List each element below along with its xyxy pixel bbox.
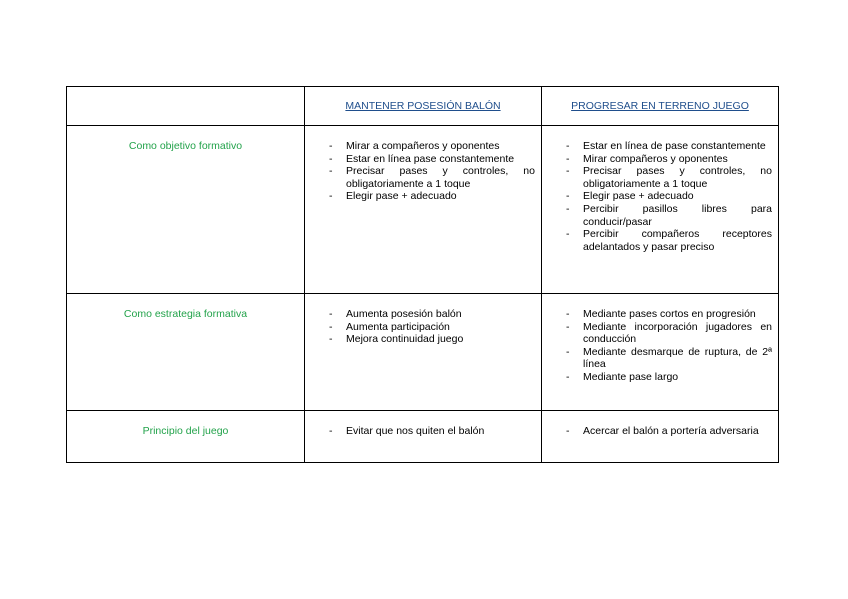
list-item: - Mirar compañeros y oponentes [566, 153, 772, 166]
list-item: - Mediante incorporación jugadores en conducción [566, 321, 772, 346]
list-item: - Elegir pase + adecuado [329, 190, 535, 203]
table-row-estrategia [67, 294, 779, 411]
list-estrategia-progresar [542, 294, 778, 384]
cell-objetivo-posesion [305, 126, 542, 294]
list-item: - Mediante pase largo [566, 371, 772, 384]
list-item: - Elegir pase + adecuado [566, 190, 772, 203]
list-item: - Estar en línea de pase constantemente [566, 140, 772, 153]
list-item: - Precisar pases y controles, no obligatoriamente a 1 toque [329, 165, 535, 190]
table-row-principio [67, 411, 779, 463]
list-objetivo-progresar [542, 126, 778, 253]
list-item: - Evitar que nos quiten el balón [329, 425, 535, 438]
header-cell-posesion [305, 87, 542, 126]
cell-principio-posesion [305, 411, 542, 463]
row-label-objetivo: Como objetivo formativo [67, 126, 305, 294]
list-item: - Mediante pases cortos en progresión [566, 308, 772, 321]
list-principio-posesion [305, 411, 541, 438]
list-item: - Acercar el balón a portería adversaria [566, 425, 772, 438]
list-estrategia-posesion [305, 294, 541, 346]
table-header-row [67, 87, 779, 126]
list-item: - Aumenta participación [329, 321, 535, 334]
list-item: - Percibir compañeros receptores adelantados y pasar preciso [566, 228, 772, 253]
row-label-estrategia: Como estrategia formativa [67, 294, 305, 411]
cell-objetivo-progresar [542, 126, 779, 294]
list-item: - Mediante desmarque de ruptura, de 2ª línea [566, 346, 772, 371]
list-item: - Aumenta posesión balón [329, 308, 535, 321]
list-item: - Precisar pases y controles, no obligatoriamente a 1 toque [566, 165, 772, 190]
principles-table [66, 86, 779, 463]
list-item: - Percibir pasillos libres para conducir/pasar [566, 203, 772, 228]
list-item: - Mejora continuidad juego [329, 333, 535, 346]
cell-principio-progresar [542, 411, 779, 463]
list-item: - Mirar a compañeros y oponentes [329, 140, 535, 153]
row-label-principio: Principio del juego [67, 411, 305, 463]
header-progresar-terreno: PROGRESAR EN TERRENO JUEGO [571, 99, 749, 112]
list-objetivo-posesion [305, 126, 541, 203]
header-cell-progresar [542, 87, 779, 126]
header-mantener-posesion: MANTENER POSESIÓN BALÓN [345, 99, 501, 112]
cell-estrategia-progresar [542, 294, 779, 411]
list-item: - Estar en línea pase constantemente [329, 153, 535, 166]
cell-estrategia-posesion [305, 294, 542, 411]
list-principio-progresar [542, 411, 778, 438]
table-row-objetivo [67, 126, 779, 294]
header-empty-cell [67, 87, 305, 126]
